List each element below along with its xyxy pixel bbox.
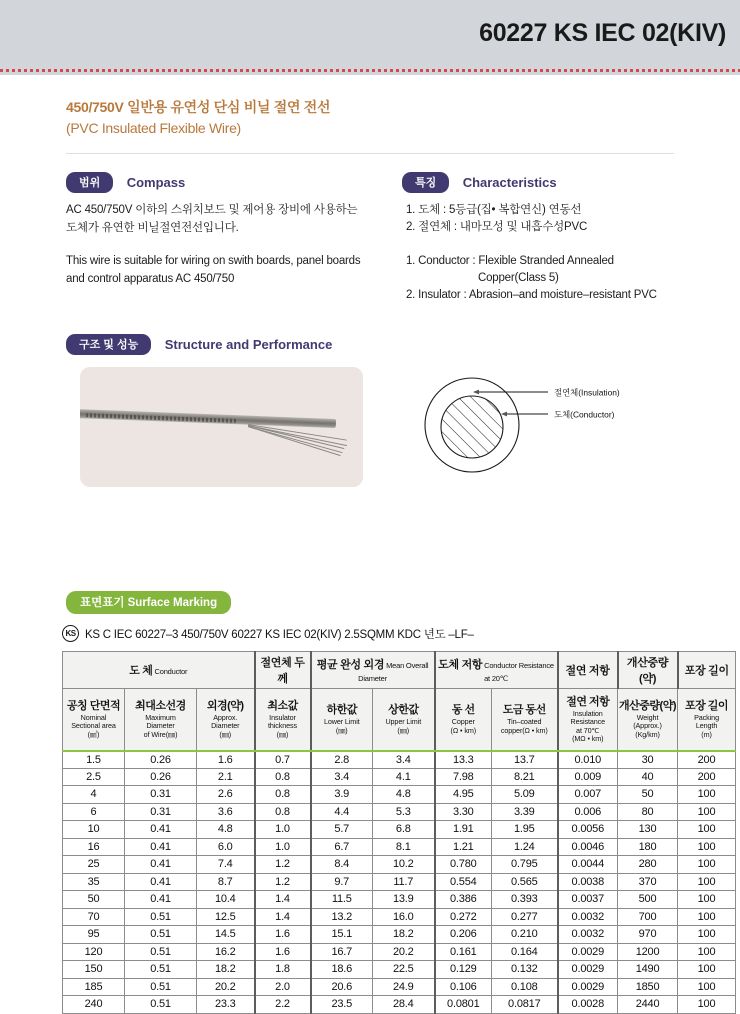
group-header-cell: 절연 저항 xyxy=(558,652,618,689)
table-cell: 20.6 xyxy=(311,978,373,996)
column-header-cell: 절연 저항 Insulation Resistance at 70℃ (MΩ • km) xyxy=(558,689,618,751)
table-cell: 5.7 xyxy=(311,821,373,839)
table-cell: 0.0032 xyxy=(558,926,618,944)
table-cell: 200 xyxy=(678,751,736,769)
conductor-label: 도체(Conductor) xyxy=(554,409,615,420)
table-cell: 100 xyxy=(678,978,736,996)
table-cell: 0.0032 xyxy=(558,908,618,926)
table-cell: 6.8 xyxy=(373,821,435,839)
product-title-ko: 450/750V 일반용 유연성 단심 비닐 절연 전선 xyxy=(66,99,331,115)
product-title-en: (PVC Insulated Flexible Wire) xyxy=(66,120,241,136)
table-cell: 0.009 xyxy=(558,768,618,786)
table-cell: 0.31 xyxy=(125,803,197,821)
table-cell: 2440 xyxy=(618,996,678,1014)
table-cell: 6.7 xyxy=(311,838,373,856)
table-cell: 150 xyxy=(63,961,125,979)
table-cell: 9.7 xyxy=(311,873,373,891)
table-cell: 7.98 xyxy=(435,768,492,786)
table-cell: 40 xyxy=(618,768,678,786)
column-header-cell: 하한값 Lower Limit (㎜) xyxy=(311,689,373,751)
table-cell: 0.272 xyxy=(435,908,492,926)
column-header-cell: 최소값 Insulator thickness (㎜) xyxy=(255,689,311,751)
table-cell: 0.26 xyxy=(125,751,197,769)
group-header-cell: 도 체 Conductor xyxy=(63,652,255,689)
table-cell: 0.007 xyxy=(558,786,618,804)
table-cell: 4.1 xyxy=(373,768,435,786)
table-cell: 0.0037 xyxy=(558,891,618,909)
list-item: 2. Insulator : Abrasion–and moisture–resistant PVC xyxy=(405,289,657,301)
table-cell: 12.5 xyxy=(197,908,255,926)
table-cell: 280 xyxy=(618,856,678,874)
table-cell: 4.4 xyxy=(311,803,373,821)
table-cell: 0.108 xyxy=(492,978,558,996)
table-cell: 1.6 xyxy=(197,751,255,769)
table-cell: 0.7 xyxy=(255,751,311,769)
list-item: 1. 도체 : 5등급(집• 복합연신) 연동선 xyxy=(405,204,582,216)
table-cell: 0.0028 xyxy=(558,996,618,1014)
group-header-cell: 절연체 두께 xyxy=(255,652,311,689)
table-cell: 100 xyxy=(678,908,736,926)
table-cell: 0.0817 xyxy=(492,996,558,1014)
table-cell: 0.161 xyxy=(435,943,492,961)
spec-table-wrapper xyxy=(62,651,735,1014)
table-cell: 100 xyxy=(678,803,736,821)
group-header-cell: 포장 길이 xyxy=(678,652,736,689)
spec-table-head xyxy=(63,652,736,751)
column-header-cell: 포장 길이 Packing Length (m) xyxy=(678,689,736,751)
table-cell: 0.565 xyxy=(492,873,558,891)
table-cell: 14.5 xyxy=(197,926,255,944)
table-cell: 28.4 xyxy=(373,996,435,1014)
table-cell: 20.2 xyxy=(373,943,435,961)
table-row xyxy=(63,838,736,856)
table-cell: 0.0044 xyxy=(558,856,618,874)
table-cell: 0.0801 xyxy=(435,996,492,1014)
table-cell: 700 xyxy=(618,908,678,926)
table-cell: 100 xyxy=(678,996,736,1014)
table-cell: 100 xyxy=(678,891,736,909)
table-cell: 0.51 xyxy=(125,996,197,1014)
table-cell: 23.3 xyxy=(197,996,255,1014)
insulation-label: 절연체(Insulation) xyxy=(554,387,620,398)
table-cell: 1850 xyxy=(618,978,678,996)
conductor-circle xyxy=(441,396,503,458)
table-cell: 16.0 xyxy=(373,908,435,926)
table-cell: 6.0 xyxy=(197,838,255,856)
surface-marking-line xyxy=(62,625,740,642)
spec-table-body xyxy=(63,751,736,1014)
table-cell: 2.0 xyxy=(255,978,311,996)
table-cell: 100 xyxy=(678,961,736,979)
compass-section xyxy=(66,172,402,304)
table-cell: 18.2 xyxy=(197,961,255,979)
table-cell: 3.30 xyxy=(435,803,492,821)
table-cell: 0.0038 xyxy=(558,873,618,891)
table-cell: 6 xyxy=(63,803,125,821)
structure-heading xyxy=(66,334,740,355)
table-cell: 50 xyxy=(63,891,125,909)
structure-content xyxy=(0,367,740,487)
surface-marking-pill: 표면표기 Surface Marking xyxy=(66,591,231,614)
table-cell: 130 xyxy=(618,821,678,839)
table-cell: 11.7 xyxy=(373,873,435,891)
table-cell: 2.8 xyxy=(311,751,373,769)
table-cell: 0.51 xyxy=(125,908,197,926)
characteristics-heading xyxy=(402,172,730,193)
column-header-cell: 개산중량(약) Weight (Approx.) (Kg/km) xyxy=(618,689,678,751)
table-cell: 30 xyxy=(618,751,678,769)
column-header-row xyxy=(63,689,736,751)
table-cell: 0.0029 xyxy=(558,978,618,996)
table-cell: 2.1 xyxy=(197,768,255,786)
table-cell: 240 xyxy=(63,996,125,1014)
table-cell: 4.8 xyxy=(197,821,255,839)
table-row xyxy=(63,978,736,996)
table-cell: 8.21 xyxy=(492,768,558,786)
list-item-continuation: Copper(Class 5) xyxy=(477,272,559,284)
table-cell: 0.780 xyxy=(435,856,492,874)
product-title-block xyxy=(66,97,740,139)
table-cell: 16 xyxy=(63,838,125,856)
table-cell: 200 xyxy=(678,768,736,786)
table-cell: 13.2 xyxy=(311,908,373,926)
table-cell: 11.5 xyxy=(311,891,373,909)
characteristics-section xyxy=(402,172,730,304)
table-row xyxy=(63,996,736,1014)
page-body xyxy=(0,97,740,1014)
table-cell: 3.39 xyxy=(492,803,558,821)
table-cell: 3.4 xyxy=(311,768,373,786)
table-cell: 100 xyxy=(678,873,736,891)
table-cell: 120 xyxy=(63,943,125,961)
characteristics-list-ko xyxy=(402,202,730,236)
table-cell: 20.2 xyxy=(197,978,255,996)
table-cell: 13.7 xyxy=(492,751,558,769)
surface-marking-heading xyxy=(66,591,740,614)
table-cell: 0.386 xyxy=(435,891,492,909)
table-cell: 23.5 xyxy=(311,996,373,1014)
table-cell: 0.0056 xyxy=(558,821,618,839)
table-row xyxy=(63,943,736,961)
table-cell: 0.26 xyxy=(125,768,197,786)
table-cell: 100 xyxy=(678,838,736,856)
table-cell: 0.0046 xyxy=(558,838,618,856)
table-cell: 15.1 xyxy=(311,926,373,944)
table-cell: 0.41 xyxy=(125,856,197,874)
table-cell: 3.6 xyxy=(197,803,255,821)
info-columns xyxy=(0,172,740,304)
table-cell: 1.8 xyxy=(255,961,311,979)
table-cell: 10.4 xyxy=(197,891,255,909)
group-header-row xyxy=(63,652,736,689)
table-cell: 1200 xyxy=(618,943,678,961)
compass-pill-ko: 범위 xyxy=(66,172,113,193)
header-dotted-divider xyxy=(0,66,740,75)
table-cell: 8.7 xyxy=(197,873,255,891)
column-header-cell: 외경(약) Approx. Diameter (㎜) xyxy=(197,689,255,751)
table-cell: 0.51 xyxy=(125,943,197,961)
table-cell: 1.95 xyxy=(492,821,558,839)
compass-label-en: Compass xyxy=(126,175,186,190)
table-cell: 3.9 xyxy=(311,786,373,804)
structure-pill-ko: 구조 및 성능 xyxy=(66,334,151,355)
table-row xyxy=(63,821,736,839)
table-cell: 100 xyxy=(678,856,736,874)
compass-text-en: This wire is suitable for wiring on swith boards, panel boards and control apparatus AC 450/750 xyxy=(66,255,361,285)
table-cell: 13.9 xyxy=(373,891,435,909)
table-cell: 1.0 xyxy=(255,838,311,856)
compass-heading xyxy=(66,172,402,193)
table-cell: 13.3 xyxy=(435,751,492,769)
table-cell: 1.4 xyxy=(255,891,311,909)
table-cell: 1.6 xyxy=(255,943,311,961)
compass-text-ko: AC 450/750V 이하의 스위치보드 및 제어용 장비에 사용하는 도체가 유연한 비닐절연전선입니다. xyxy=(66,204,358,234)
table-cell: 970 xyxy=(618,926,678,944)
list-item: 2. 절연체 : 내마모성 및 내흡수성PVC xyxy=(405,221,588,233)
table-cell: 1.0 xyxy=(255,821,311,839)
ks-certification-icon: KS xyxy=(62,625,79,642)
surface-marking-text: KS C IEC 60227–3 450/750V 60227 KS IEC 02(KIV) 2.5SQMM KDC 년도 –LF– xyxy=(85,628,474,641)
table-cell: 0.8 xyxy=(255,768,311,786)
table-cell: 2.2 xyxy=(255,996,311,1014)
table-cell: 16.7 xyxy=(311,943,373,961)
table-cell: 0.006 xyxy=(558,803,618,821)
table-cell: 0.0029 xyxy=(558,961,618,979)
column-header-cell: 동 선 Copper (Ω • km) xyxy=(435,689,492,751)
table-cell: 10 xyxy=(63,821,125,839)
table-cell: 22.5 xyxy=(373,961,435,979)
table-cell: 0.129 xyxy=(435,961,492,979)
table-cell: 0.51 xyxy=(125,961,197,979)
table-cell: 1.2 xyxy=(255,873,311,891)
cross-section-svg xyxy=(415,367,700,487)
table-cell: 1.24 xyxy=(492,838,558,856)
table-cell: 0.8 xyxy=(255,803,311,821)
column-header-cell: 도금 동선 Tin–coated copper(Ω • km) xyxy=(492,689,558,751)
table-cell: 500 xyxy=(618,891,678,909)
table-cell: 0.132 xyxy=(492,961,558,979)
table-cell: 70 xyxy=(63,908,125,926)
table-row xyxy=(63,908,736,926)
table-cell: 0.206 xyxy=(435,926,492,944)
table-cell: 0.210 xyxy=(492,926,558,944)
table-cell: 0.8 xyxy=(255,786,311,804)
table-cell: 1.5 xyxy=(63,751,125,769)
table-cell: 100 xyxy=(678,821,736,839)
table-cell: 3.4 xyxy=(373,751,435,769)
table-row xyxy=(63,961,736,979)
table-cell: 1490 xyxy=(618,961,678,979)
characteristics-list-en xyxy=(402,253,730,304)
table-cell: 0.41 xyxy=(125,891,197,909)
group-header-cell: 평균 완성 외경 Mean Overall Diameter xyxy=(311,652,435,689)
table-cell: 5.3 xyxy=(373,803,435,821)
table-cell: 180 xyxy=(618,838,678,856)
characteristics-pill-ko: 특징 xyxy=(402,172,449,193)
table-cell: 185 xyxy=(63,978,125,996)
table-cell: 100 xyxy=(678,786,736,804)
table-cell: 0.010 xyxy=(558,751,618,769)
column-header-cell: 상한값 Upper Limit (㎜) xyxy=(373,689,435,751)
table-cell: 50 xyxy=(618,786,678,804)
table-cell: 0.41 xyxy=(125,873,197,891)
table-cell: 2.6 xyxy=(197,786,255,804)
table-cell: 8.4 xyxy=(311,856,373,874)
table-cell: 25 xyxy=(63,856,125,874)
table-row xyxy=(63,856,736,874)
table-cell: 5.09 xyxy=(492,786,558,804)
characteristics-label-en: Characteristics xyxy=(462,175,557,190)
table-cell: 24.9 xyxy=(373,978,435,996)
table-cell: 1.91 xyxy=(435,821,492,839)
table-cell: 18.2 xyxy=(373,926,435,944)
spec-table xyxy=(62,651,736,1014)
table-cell: 10.2 xyxy=(373,856,435,874)
table-row xyxy=(63,768,736,786)
table-cell: 0.795 xyxy=(492,856,558,874)
table-cell: 1.2 xyxy=(255,856,311,874)
table-cell: 80 xyxy=(618,803,678,821)
group-header-cell: 개산중량(약) xyxy=(618,652,678,689)
table-cell: 16.2 xyxy=(197,943,255,961)
page-header xyxy=(0,0,740,66)
table-cell: 0.393 xyxy=(492,891,558,909)
table-cell: 0.106 xyxy=(435,978,492,996)
group-header-cell: 도체 저항 Conductor Resistance at 20℃ xyxy=(435,652,558,689)
table-cell: 100 xyxy=(678,926,736,944)
page-title: 60227 KS IEC 02(KIV) xyxy=(479,18,726,47)
table-cell: 95 xyxy=(63,926,125,944)
title-divider xyxy=(66,153,674,154)
table-cell: 4.95 xyxy=(435,786,492,804)
table-cell: 0.554 xyxy=(435,873,492,891)
column-header-cell: 공칭 단면적 Nominal Sectional area (㎟) xyxy=(63,689,125,751)
table-row xyxy=(63,926,736,944)
column-header-cell: 최대소선경 Maximum Diameter of Wire(㎜) xyxy=(125,689,197,751)
table-row xyxy=(63,891,736,909)
table-row xyxy=(63,786,736,804)
table-cell: 18.6 xyxy=(311,961,373,979)
table-row xyxy=(63,873,736,891)
cross-section-diagram xyxy=(415,367,700,487)
table-cell: 0.164 xyxy=(492,943,558,961)
table-cell: 35 xyxy=(63,873,125,891)
table-cell: 4 xyxy=(63,786,125,804)
table-cell: 7.4 xyxy=(197,856,255,874)
table-cell: 0.51 xyxy=(125,978,197,996)
table-cell: 2.5 xyxy=(63,768,125,786)
table-cell: 370 xyxy=(618,873,678,891)
structure-label-en: Structure and Performance xyxy=(164,337,333,352)
table-cell: 0.41 xyxy=(125,838,197,856)
table-cell: 0.41 xyxy=(125,821,197,839)
table-row xyxy=(63,803,736,821)
table-cell: 8.1 xyxy=(373,838,435,856)
table-cell: 1.21 xyxy=(435,838,492,856)
wire-photo xyxy=(80,367,363,487)
table-cell: 0.0029 xyxy=(558,943,618,961)
table-cell: 4.8 xyxy=(373,786,435,804)
list-item: 1. Conductor : Flexible Stranded Annealed xyxy=(405,255,614,267)
table-cell: 0.277 xyxy=(492,908,558,926)
table-cell: 1.6 xyxy=(255,926,311,944)
table-row xyxy=(63,751,736,769)
table-cell: 100 xyxy=(678,943,736,961)
table-cell: 0.31 xyxy=(125,786,197,804)
table-cell: 1.4 xyxy=(255,908,311,926)
table-cell: 0.51 xyxy=(125,926,197,944)
